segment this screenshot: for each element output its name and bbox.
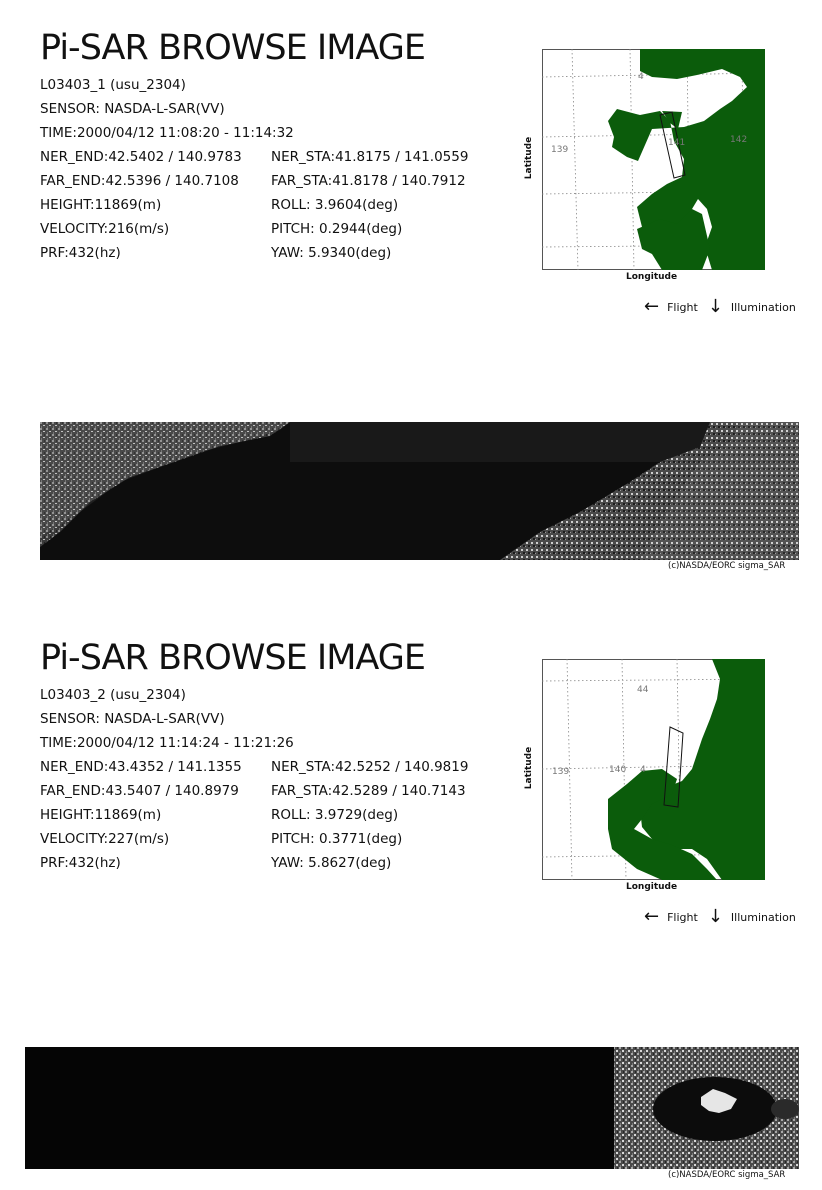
illumination-arrow-icon: ↓ <box>707 296 723 317</box>
ner-sta-text: NER_STA:42.5252 / 140.9819 <box>271 759 469 775</box>
far-end-text: FAR_END:43.5407 / 140.8979 <box>40 783 239 799</box>
scene-id: L03403_1 (usu_2304) <box>40 77 186 93</box>
far-end-text: FAR_END:42.5396 / 140.7108 <box>40 173 239 189</box>
location-map-graphic <box>542 659 765 880</box>
x-axis-label: Longitude <box>626 272 678 282</box>
roll-text: ROLL: 3.9604(deg) <box>271 197 399 213</box>
far-sta-text: FAR_STA:41.8178 / 140.7912 <box>271 173 466 189</box>
yaw-text: YAW: 5.8627(deg) <box>271 855 392 871</box>
sensor-text: SENSOR: NASDA-L-SAR(VV) <box>40 711 225 727</box>
grid-label: 4 <box>638 72 644 82</box>
sar-image <box>25 1047 799 1169</box>
illumination-label: Illumination <box>730 300 796 314</box>
grid-label: 142 <box>730 135 748 145</box>
credit-text: (c)NASDA/EORC sigma_SAR <box>668 1170 786 1180</box>
grid-label: 139 <box>551 145 569 155</box>
sar-image-strip <box>25 1047 799 1169</box>
pitch-text: PITCH: 0.3771(deg) <box>271 831 403 847</box>
prf-text: PRF:432(hz) <box>40 245 121 261</box>
time-text: TIME:2000/04/12 11:08:20 - 11:14:32 <box>40 125 294 141</box>
roll-text: ROLL: 3.9729(deg) <box>271 807 399 823</box>
flight-label: Flight <box>667 300 698 314</box>
location-map <box>524 659 765 892</box>
y-axis-label: Latitude <box>524 136 535 180</box>
sar-image-strip <box>40 422 799 560</box>
credit-text: (c)NASDA/EORC sigma_SAR <box>668 561 786 571</box>
grid-label: 139 <box>552 767 570 777</box>
ner-end-text: NER_END:43.4352 / 141.1355 <box>40 759 242 775</box>
height-text: HEIGHT:11869(m) <box>40 807 162 823</box>
height-text: HEIGHT:11869(m) <box>40 197 162 213</box>
flight-arrow-icon: ← <box>644 296 660 317</box>
velocity-text: VELOCITY:216(m/s) <box>40 221 170 237</box>
prf-text: PRF:432(hz) <box>40 855 121 871</box>
ner-sta-text: NER_STA:41.8175 / 141.0559 <box>271 149 469 165</box>
far-sta-text: FAR_STA:42.5289 / 140.7143 <box>271 783 466 799</box>
illumination-label: Illumination <box>730 910 796 924</box>
illumination-arrow-icon: ↓ <box>707 906 723 927</box>
x-axis-label: Longitude <box>626 882 678 892</box>
grid-label: 44 <box>637 685 649 695</box>
ner-end-text: NER_END:42.5402 / 140.9783 <box>40 149 242 165</box>
direction-legend <box>644 298 796 316</box>
page-title: Pi-SAR BROWSE IMAGE <box>40 28 425 68</box>
grid-label: 140 <box>609 765 627 775</box>
y-axis-label: Latitude <box>524 746 535 790</box>
time-text: TIME:2000/04/12 11:14:24 - 11:21:26 <box>40 735 294 751</box>
yaw-text: YAW: 5.9340(deg) <box>271 245 392 261</box>
grid-label: 4 <box>640 765 646 775</box>
scene-id: L03403_2 (usu_2304) <box>40 687 186 703</box>
sensor-text: SENSOR: NASDA-L-SAR(VV) <box>40 101 225 117</box>
page-title: Pi-SAR BROWSE IMAGE <box>40 638 425 678</box>
direction-legend <box>644 908 796 926</box>
flight-arrow-icon: ← <box>644 906 660 927</box>
pitch-text: PITCH: 0.2944(deg) <box>271 221 403 237</box>
grid-label: 141 <box>668 138 686 148</box>
location-map <box>524 49 765 282</box>
sar-image <box>40 422 799 560</box>
location-map-graphic <box>542 49 765 270</box>
flight-label: Flight <box>667 910 698 924</box>
velocity-text: VELOCITY:227(m/s) <box>40 831 170 847</box>
